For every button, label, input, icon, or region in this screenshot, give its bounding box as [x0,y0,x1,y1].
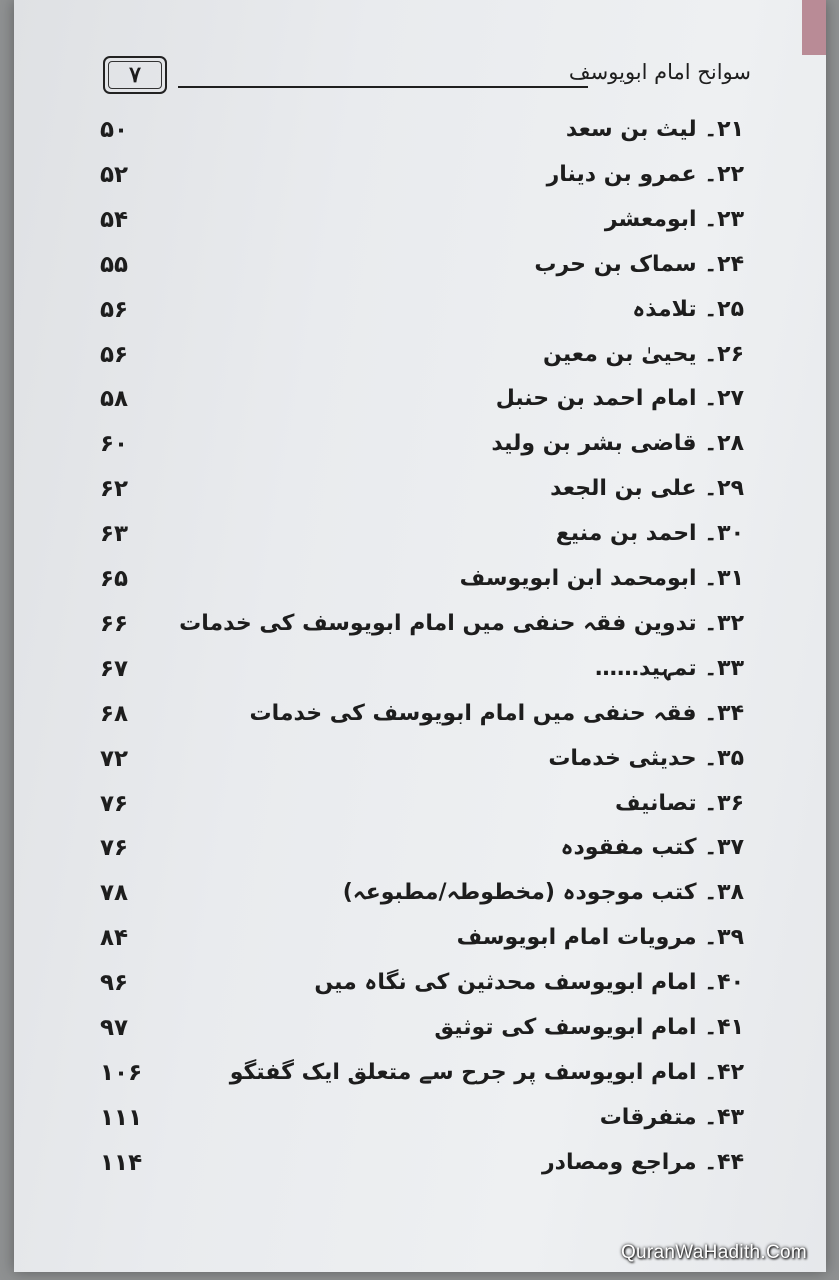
toc-page-number: ۷۸ [100,880,129,907]
toc-entry-title: ۴۲۔ امام ابویوسف پر جرح سے متعلق ایک گفتگو [229,1059,744,1085]
toc-page-number: ۷۶ [100,835,129,862]
toc-entry-title: ۲۶۔ یحییٰ بن معین [543,341,744,367]
toc-page-number: ۶۳ [100,521,129,548]
toc-row [0,880,839,920]
toc-row [0,835,839,875]
toc-row [0,611,839,651]
toc-page-number: ۹۷ [100,1015,129,1041]
toc-row [0,476,839,516]
toc-entry-title: ۳۲۔ تدوین فقہ حنفی میں امام ابویوسف کی خدمات [179,610,744,636]
toc-row [0,1015,839,1055]
toc-page-number: ۷۲ [100,745,129,772]
toc-page-number: ۱۱۴ [100,1149,143,1176]
toc-page-number: ۱۱۱ [100,1104,143,1131]
toc-entry-title: ۴۳۔ متفرقات [599,1104,744,1130]
toc-entry-title: ۴۴۔ مراجع ومصادر [542,1149,744,1175]
toc-row [0,701,839,741]
toc-row [0,970,839,1010]
toc-page-number: ۵۴ [100,206,129,233]
toc-entry-title: ۲۵۔ تلامذہ [632,296,744,322]
toc-entry-title: ۲۷۔ امام احمد بن حنبل [495,386,744,412]
toc-page-number: ۵۶ [100,341,129,368]
toc-page-number: ۶۶ [100,610,129,637]
toc-page-number: ۵۰ [100,117,129,143]
toc-row [0,1060,839,1100]
watermark: QuranWaHadith.Com [620,1242,807,1263]
toc-page-number: ۵۶ [100,296,129,323]
toc-entry-title: ۳۴۔ فقہ حنفی میں امام ابویوسف کی خدمات [249,700,744,726]
toc-page-number: ۶۰ [100,431,129,458]
page-number: ۷ [103,56,167,94]
toc-entry-title: ۳۵۔ حدیثی خدمات [548,745,744,771]
toc-row [0,117,839,157]
toc-entry-title: ۳۶۔ تصانیف [614,790,744,816]
toc-row [0,431,839,471]
toc-row [0,386,839,426]
toc-entry-title: ۲۳۔ ابومعشر [604,206,744,232]
toc-page-number: ۶۷ [100,655,129,682]
toc-row [0,521,839,561]
toc-entry-title: ۲۹۔ علی بن الجعد [550,476,744,502]
toc-entry-title: ۳۰۔ احمد بن منیع [555,521,744,547]
toc-entry-title: ۴۰۔ امام ابویوسف محدثین کی نگاہ میں [314,970,744,996]
toc-row [0,297,839,337]
toc-row [0,162,839,202]
toc-entry-title: ۲۲۔ عمرو بن دینار [546,161,744,187]
toc-page-number: ۵۸ [100,386,129,413]
toc-page-number: ۶۵ [100,566,129,592]
toc-entry-title: ۲۸۔ قاضی بشر بن ولید [491,431,744,457]
toc-row [0,342,839,382]
toc-entry-title: ۳۹۔ مرویات امام ابویوسف [456,925,744,951]
toc-row [0,746,839,786]
toc-row [0,791,839,831]
toc-page-number: ۹۶ [100,970,129,997]
toc-row [0,656,839,696]
toc-page-number: ۶۲ [100,476,129,503]
toc-page-number: ۶۸ [100,700,129,727]
toc-entry-title: ۴۱۔ امام ابویوسف کی توثیق [434,1015,744,1040]
toc-page-number: ۷۶ [100,790,129,817]
toc-entry-title: ۲۱۔ لیث بن سعد [565,117,744,142]
toc-row [0,1105,839,1145]
toc-row [0,1150,839,1190]
toc-page-number: ۵۵ [100,251,129,278]
toc-row [0,925,839,965]
running-title: سوانح امام ابویوسف [568,60,751,84]
toc-row [0,252,839,292]
toc-entry-title: ۳۱۔ ابومحمد ابن ابویوسف [459,566,744,591]
toc-row [0,207,839,247]
toc-entry-title: ۲۴۔ سماک بن حرب [534,251,744,277]
toc-entry-title: ۳۳۔ تمہید…… [595,655,744,681]
toc-page-number: ۵۲ [100,161,129,188]
toc-page-number: ۱۰۶ [100,1059,143,1086]
toc-entry-title: ۳۷۔ کتب مفقودہ [560,835,744,861]
toc-row [0,566,839,606]
toc-entry-title: ۳۸۔ کتب موجودہ (مخطوطہ/مطبوعہ) [342,880,744,906]
toc-page-number: ۸۴ [100,925,129,952]
